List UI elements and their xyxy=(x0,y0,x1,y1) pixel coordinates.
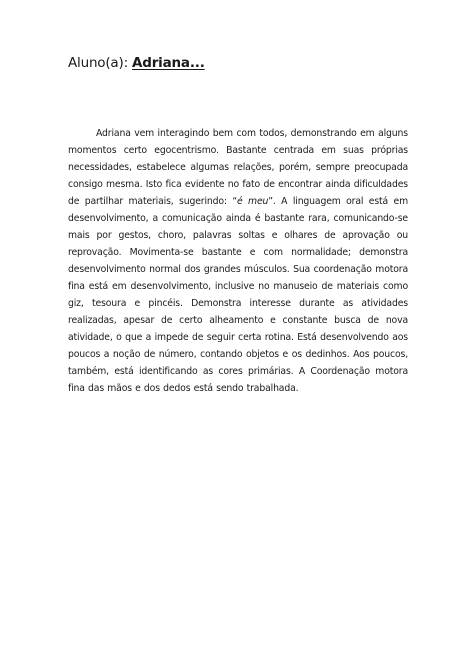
student-name: Adriana... xyxy=(132,55,205,71)
report-text-part1: Adriana vem interagindo bem com todos, demonstrando em alguns momentos certo egocentrismo. Bastante centrada em suas próprias necessidades, estabelece algumas relações, porém, sempre preocupada consigo mesma. Isto fica evidente no fato de encontrar ainda dificuldades de partilhar materiais, sugerindo: “ xyxy=(68,128,408,207)
report-text-part2: ”. A linguagem oral está em desenvolvimento, a comunicação ainda é bastante rara, comunicando-se mais por gestos, choro, palavras soltas e olhares de aprovação ou reprovação. Movimenta-se bastante e com normalidade; demonstra desenvolvimento normal dos grandes músculos. Sua coordenação motora fina está em desenvolvimento, inclusive no manuseio de materiais como giz, tesoura e pincéis. Demonstra interesse durante as atividades realizadas, apesar de certo alheamento e constante busca de nova atividade, o que a impede de seguir certa rotina. Está desenvolvendo aos poucos a noção de número, contando objetos e os dedinhos. Aos poucos, também, está identificando as cores primárias. A Coordenação motora fina das mãos e dos dedos está sendo trabalhada. xyxy=(68,196,408,394)
student-label: Aluno(a): xyxy=(68,55,133,71)
report-paragraph xyxy=(68,125,408,397)
report-quote: é meu xyxy=(237,196,269,207)
student-header xyxy=(68,54,205,72)
